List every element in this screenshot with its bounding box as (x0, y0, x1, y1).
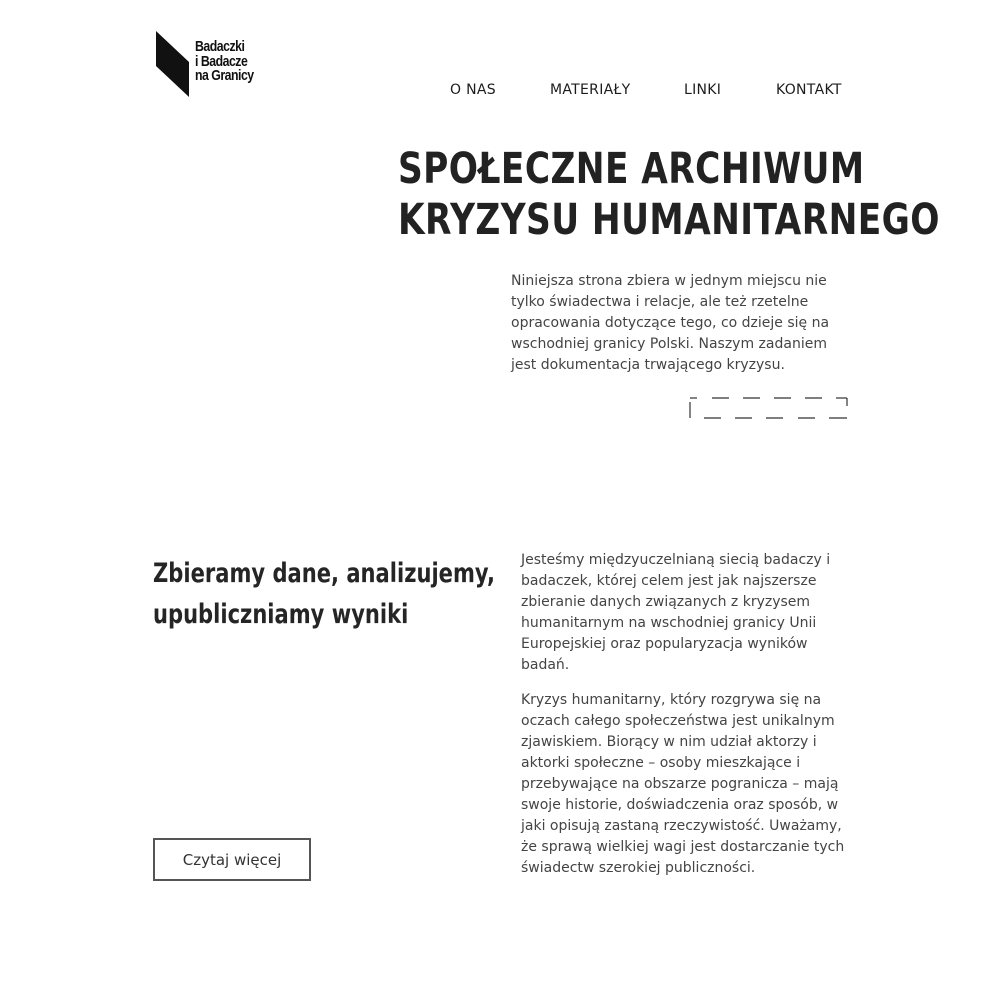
nav-item-linki[interactable]: LINKI (684, 82, 722, 98)
about-paragraph-1: Jesteśmy międzyuczelnianą siecią badaczy i badaczek, której celem jest jak najszersze zbieranie danych związanych z kryzysem humanitarnym na wschodniej granicy Unii Europejskiej oraz popularyzacja wyników badań. (521, 552, 831, 673)
logo-line-1: Badaczki (195, 38, 245, 55)
main-nav (0, 82, 1000, 102)
hero-title-line-1: SPOŁECZNE ARCHIWUM (398, 144, 865, 194)
hero-title (398, 144, 940, 246)
nav-item-o-nas[interactable]: O NAS (450, 82, 496, 98)
about-text (521, 550, 851, 893)
dashed-decoration-icon (688, 396, 848, 420)
read-more-button[interactable]: Czytaj więcej (153, 838, 311, 881)
about-paragraph-2: Kryzys humanitarny, który rozgrywa się na oczach całego społeczeństwa jest unikalnym zjawiskiem. Biorący w nim udział aktorzy i aktorki społeczne – osoby mieszkające i przebywające na obszarze pogranicza – mają swoje historie, doświadczenia oraz sposób, w jaki opisują zastaną rzeczywistość. Uważamy, że sprawą wielkiej wagi jest dostarczanie tych świadectw szerokiej publiczności. (521, 692, 845, 876)
logo-text (195, 40, 254, 84)
about-heading (153, 553, 495, 635)
about-heading-line-1: Zbieramy dane, analizujemy, (153, 558, 495, 589)
nav-item-kontakt[interactable]: KONTAKT (776, 82, 842, 98)
hero-title-line-2: KRYZYSU HUMANITARNEGO (398, 195, 940, 245)
nav-item-materialy[interactable]: MATERIAŁY (550, 82, 631, 98)
hero-description: Niniejsza strona zbiera w jednym miejscu nie tylko świadectwa i relacje, ale też rzetelne opracowania dotyczące tego, co dzieje się na wschodniej granicy Polski. Naszym zadaniem jest dokumentacja trwającego kryzysu. (511, 273, 830, 373)
logo-line-2: i Badacze (195, 52, 248, 70)
about-heading-line-2: upubliczniamy wyniki (153, 599, 409, 630)
logo-line-3: na Granicy (195, 67, 254, 84)
